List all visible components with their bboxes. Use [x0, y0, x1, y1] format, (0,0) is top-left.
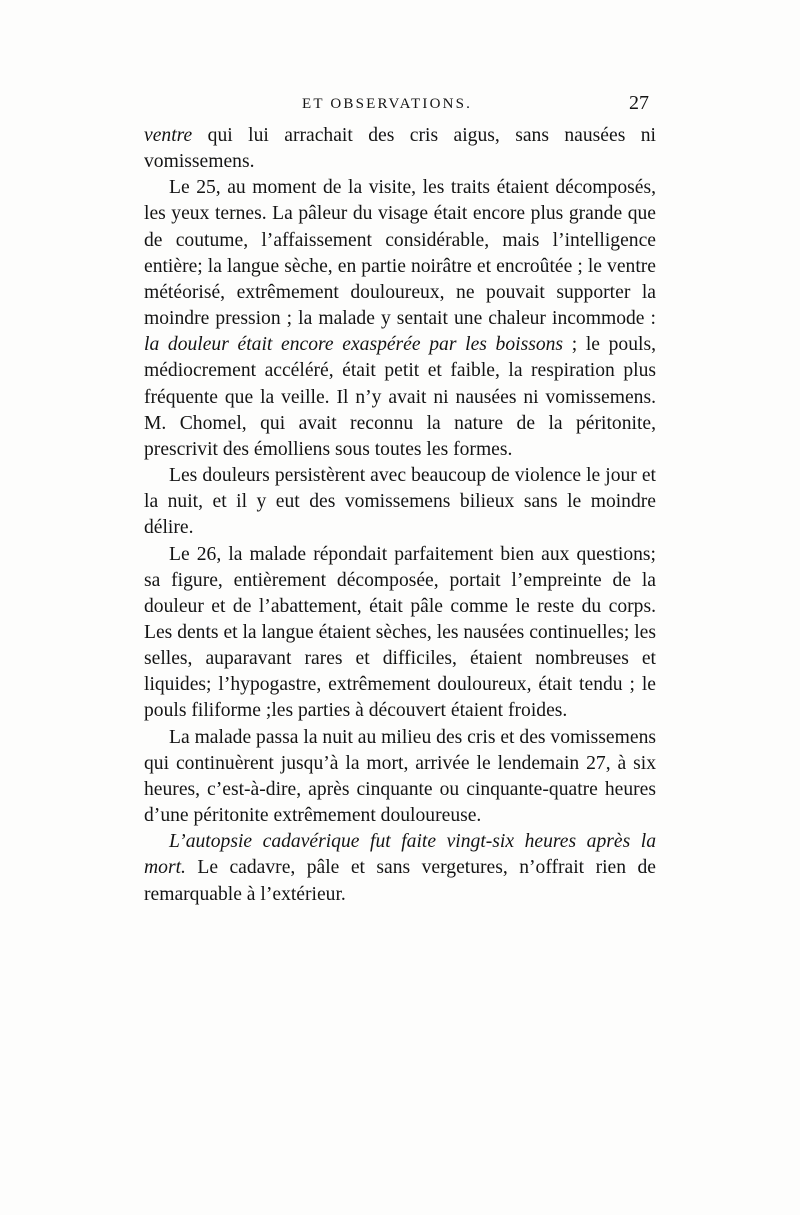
- text-segment-italic: la douleur était encore exaspérée par les boissons: [144, 334, 564, 356]
- text-segment: Le 26, la malade répondait parfaitement bien aux questions; sa figure, entièrement décomposée, portait l’empreinte de la douleur et de l’abattement, était pâle comme le reste du corps. Les dents et la langue étaient sèches, les nausées continuelles; les selles, auparavant rares et difficiles, étaient nombreuses et liquides; l’hypogastre, extrêmement douloureux, était tendu ; le pouls filiforme ;les parties à découvert étaient froides.: [144, 543, 656, 722]
- page-number: 27: [629, 92, 649, 114]
- paragraph-le-25: [144, 175, 656, 463]
- text-segment: Les douleurs persistèrent avec beaucoup de violence le jour et la nuit, et il y eut des vomissemens bilieux sans le moindre délire.: [144, 465, 656, 539]
- text-segment: ; le pouls, médiocrement accéléré, était petit et faible, la respiration plus fréquente que la veille. Il n’y avait ni nausées ni vomissemens. M. Chomel, qui avait reconnu la nature de la péritonite, prescrivit des émolliens sous toutes les formes.: [144, 334, 656, 460]
- running-title: ET OBSERVATIONS.: [302, 96, 473, 112]
- text-segment: Le 25, au moment de la visite, les traits étaient décomposés, les yeux ternes. La pâleur du visage était encore plus grande que de coutume, l’affaissement considérable, mais l’intelligence entière; la langue sèche, en partie noirâtre et encroûtée ; le ventre météorisé, extrêmement douloureux, ne pouvait supporter la moindre pression ; la malade y sentait une chaleur incommode :: [144, 177, 656, 330]
- paragraph-nuit: [144, 725, 656, 830]
- running-head: [0, 92, 800, 120]
- text-segment-italic: ventre: [144, 125, 193, 146]
- paragraph-continued: [144, 123, 656, 175]
- paragraph-le-26: [144, 542, 656, 725]
- text-segment-italic: L’autopsie cadavérique fut faite vingt-six heures après la mort.: [144, 831, 656, 879]
- body-text: [144, 123, 656, 908]
- text-segment: La malade passa la nuit au milieu des cris et des vomissemens qui continuèrent jusqu’à la mort, arrivée le lendemain 27, à six heures, c’est-à-dire, après cinquante ou cinquante-quatre heures d’une péritonite extrêmement douloureuse.: [144, 726, 656, 827]
- text-segment: qui lui arrachait des cris aigus, sans nausées ni vomissemens.: [144, 125, 656, 173]
- paragraph-autopsie: [144, 829, 656, 907]
- paragraph-douleurs: [144, 463, 656, 541]
- text-segment: Le cadavre, pâle et sans vergetures, n’offrait rien de remarquable à l’extérieur.: [144, 857, 656, 905]
